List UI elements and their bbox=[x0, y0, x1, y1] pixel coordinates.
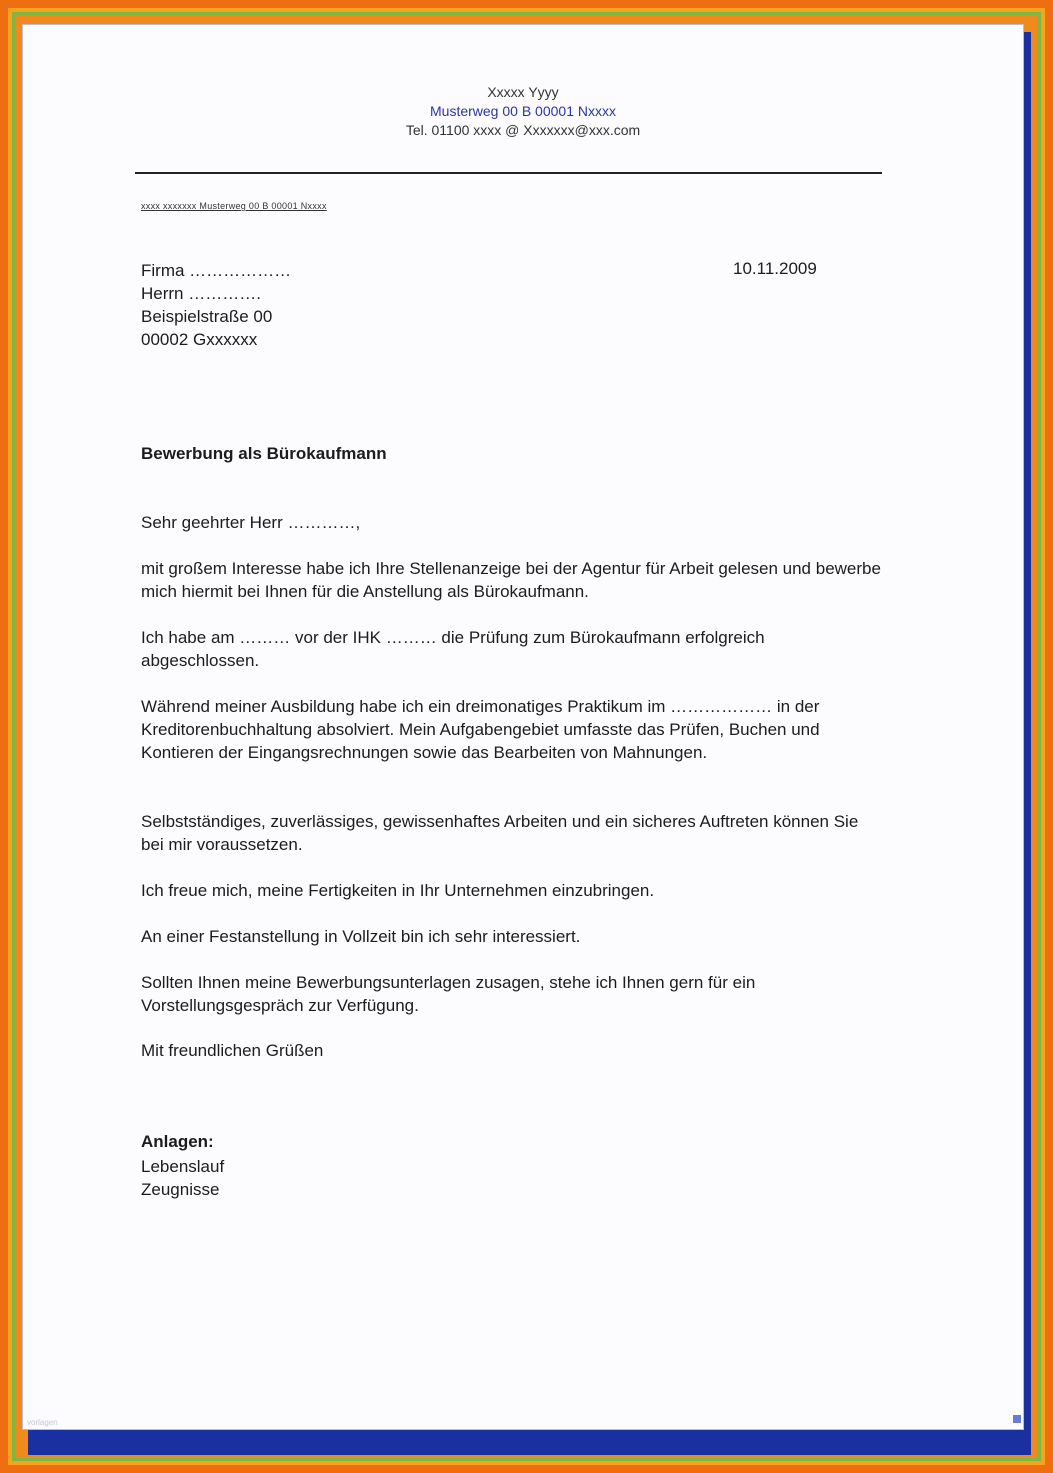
header-rule bbox=[135, 172, 882, 174]
paragraph-2: Ich habe am ……… vor der IHK ……… die Prüfung zum Bürokaufmann erfolgreich abgeschlossen. bbox=[141, 628, 765, 670]
recipient-block bbox=[141, 259, 291, 351]
recipient-street: Beispielstraße 00 bbox=[141, 307, 273, 326]
letter-subject: Bewerbung als Bürokaufmann bbox=[141, 444, 387, 463]
closing: Mit freundlichen Grüßen bbox=[141, 1041, 324, 1060]
letter-page bbox=[22, 24, 1024, 1430]
recipient-city: 00002 Gxxxxxx bbox=[141, 330, 258, 349]
attachments-heading: Anlagen: bbox=[141, 1132, 214, 1151]
paragraph-4: Selbstständiges, zuverlässiges, gewissenhaftes Arbeiten und ein sicheres Auftreten können Sie bei mir voraussetzen. bbox=[141, 812, 859, 854]
paragraph-6: An einer Festanstellung in Vollzeit bin ich sehr interessiert. bbox=[141, 927, 581, 946]
attachment-item: Zeugnisse bbox=[141, 1180, 220, 1199]
recipient-person: Herrn …………. bbox=[141, 284, 261, 303]
paragraph-3: Während meiner Ausbildung habe ich ein dreimonatiges Praktikum im ……………… in der Kreditorenbuchhaltung absolviert. Mein Aufgabengebiet umfasste das Prüfen, Buchen und Kontieren der Eingangsrechnungen sowie das Bearbeiten von Mahnungen. bbox=[141, 697, 820, 762]
attachments-list bbox=[141, 1155, 224, 1201]
recipient-company: Firma ……………… bbox=[141, 261, 292, 280]
salutation: Sehr geehrter Herr …………, bbox=[141, 513, 361, 532]
paragraph-7: Sollten Ihnen meine Bewerbungsunterlagen zusagen, stehe ich Ihnen gern für ein Vorstellungsgespräch zur Verfügung. bbox=[141, 973, 756, 1015]
sender-header bbox=[23, 83, 1023, 140]
letter-date: 10.11.2009 bbox=[733, 259, 817, 278]
corner-mark bbox=[1013, 1415, 1021, 1423]
watermark: vorlagen bbox=[27, 1418, 58, 1427]
paragraph-5: Ich freue mich, meine Fertigkeiten in Ihr Unternehmen einzubringen. bbox=[141, 881, 655, 900]
attachment-item: Lebenslauf bbox=[141, 1157, 225, 1176]
sender-contact: Tel. 01100 xxxx @ Xxxxxxx@xxx.com bbox=[405, 122, 641, 138]
paragraph-1: mit großem Interesse habe ich Ihre Stellenanzeige bei der Agentur für Arbeit gelesen und bewerbe mich hiermit bei Ihnen für die Anstellung als Bürokaufmann. bbox=[141, 559, 881, 601]
sender-address: Musterweg 00 B 00001 Nxxxx bbox=[430, 103, 616, 119]
return-address: xxxx xxxxxxx Musterweg 00 B 00001 Nxxxx bbox=[141, 201, 327, 211]
sender-name: Xxxxx Yyyy bbox=[487, 84, 559, 100]
